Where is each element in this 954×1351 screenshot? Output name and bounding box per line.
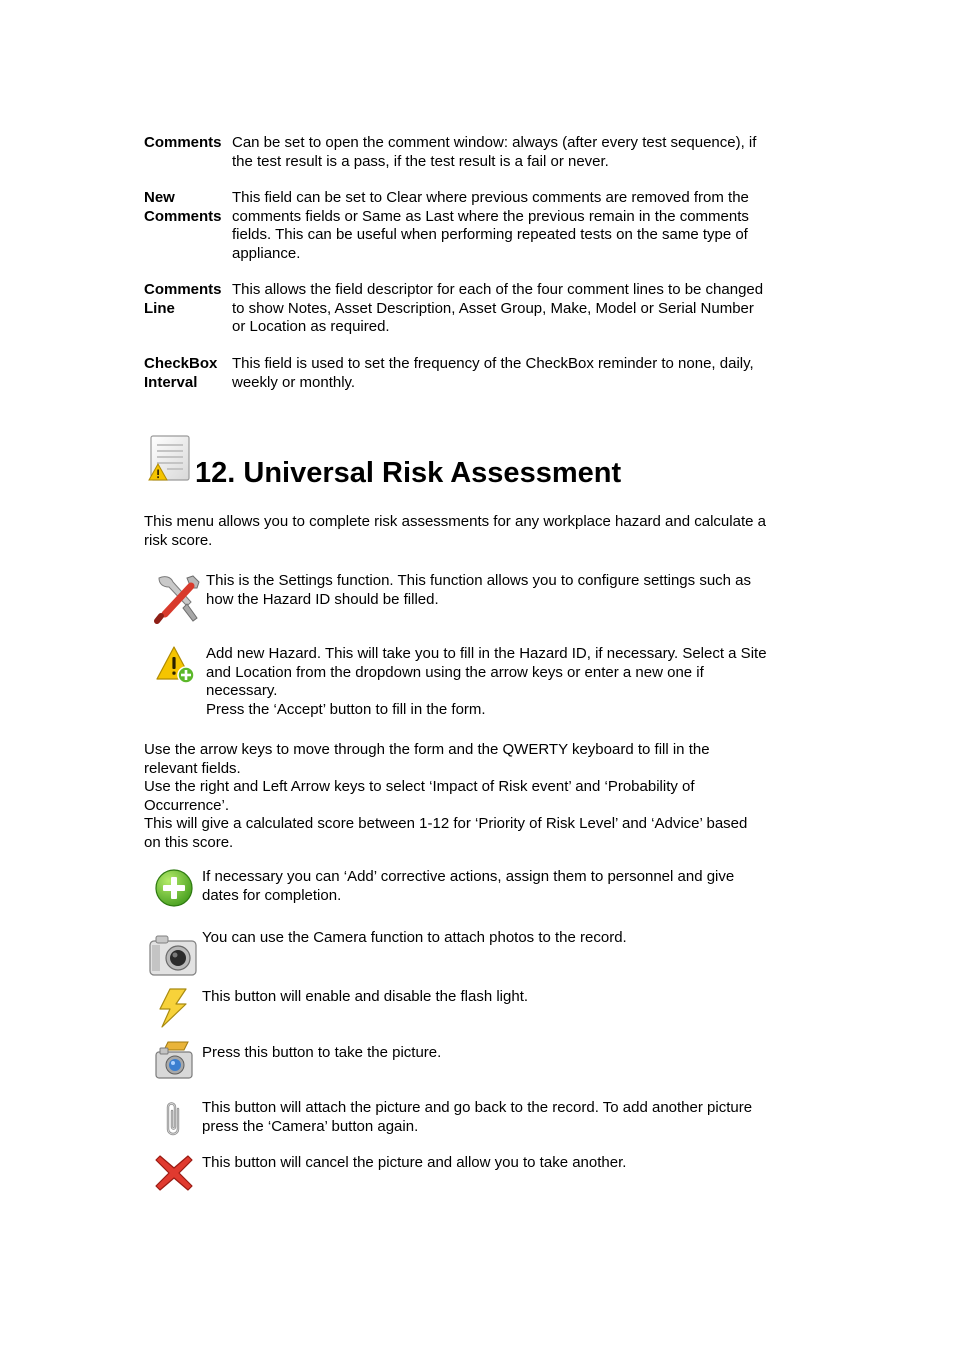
instructions-paragraph: Use the arrow keys to move through the form and the QWERTY keyboard to fill in the relevant fields. Use the right and Left Arrow keys to select ‘Impact of Risk event’ and ‘Probability of Occurrence’. This will give a calculated score between 1-12 for ‘Priority of Risk Level’ and ‘Advice’ based on this score. xyxy=(144,741,748,851)
cancel-x-icon[interactable] xyxy=(154,1154,194,1192)
risk-document-warning-icon xyxy=(146,434,192,482)
definition-text: This field is used to set the frequency of the CheckBox reminder to none, daily, weekly or monthly. xyxy=(232,355,754,391)
add-action-description: If necessary you can ‘Add’ corrective actions, assign them to personnel and give dates for completion. xyxy=(202,868,735,904)
definition-text: This field can be set to Clear where previous comments are removed from the comments fields or Same as Last where the previous remain in the comments fields. This can be useful when performing repeated tests on the same type of appliance. xyxy=(232,189,749,262)
add-action-row xyxy=(144,868,810,912)
flash-icon[interactable] xyxy=(156,988,190,1028)
add-plus-icon[interactable] xyxy=(154,868,194,908)
take-picture-icon[interactable] xyxy=(154,1040,194,1080)
camera-row xyxy=(144,929,810,977)
flash-row xyxy=(144,988,810,1028)
add-hazard-row xyxy=(144,645,810,721)
add-hazard-icon[interactable] xyxy=(156,645,196,685)
cancel-row xyxy=(144,1154,810,1194)
paperclip-icon[interactable] xyxy=(162,1099,186,1139)
take-picture-description: Press this button to take the picture. xyxy=(202,1044,442,1061)
definition-term: Comments xyxy=(144,134,222,151)
definition-text: Can be set to open the comment window: always (after every test sequence), if the test result is a pass, if the test result is a fail or never. xyxy=(232,134,757,170)
intro-paragraph: This menu allows you to complete risk assessments for any workplace hazard and calculate a risk score. xyxy=(144,513,766,549)
attach-row xyxy=(144,1099,810,1139)
section-heading xyxy=(144,434,844,494)
definition-term: CheckBox Interval xyxy=(144,355,218,391)
page-title: 12. Universal Risk Assessment xyxy=(195,457,622,489)
add-hazard-description: Add new Hazard. This will take you to fill in the Hazard ID, if necessary. Select a Site and Location from the dropdown using the arrow keys or enter a new one if necessary. Press the ‘Accept’ button to fill in the form. xyxy=(206,645,767,718)
definition-term: New Comments xyxy=(144,189,222,225)
definition-text: This allows the field descriptor for each of the four comment lines to be changed to show Notes, Asset Description, Asset Group, Make, Model or Serial Number or Location as required. xyxy=(232,281,764,336)
camera-icon[interactable] xyxy=(148,933,200,977)
settings-row xyxy=(144,572,810,624)
settings-description: This is the Settings function. This function allows you to configure settings such as how the Hazard ID should be filled. xyxy=(206,572,752,608)
flash-description: This button will enable and disable the flash light. xyxy=(202,988,529,1005)
take-picture-row xyxy=(144,1044,810,1084)
settings-tools-icon[interactable] xyxy=(151,574,203,624)
camera-description: You can use the Camera function to attach photos to the record. xyxy=(202,929,627,946)
cancel-description: This button will cancel the picture and allow you to take another. xyxy=(202,1154,627,1171)
definition-term: Comments Line xyxy=(144,281,222,317)
attach-description: This button will attach the picture and go back to the record. To add another picture press the ‘Camera’ button again. xyxy=(202,1099,753,1135)
